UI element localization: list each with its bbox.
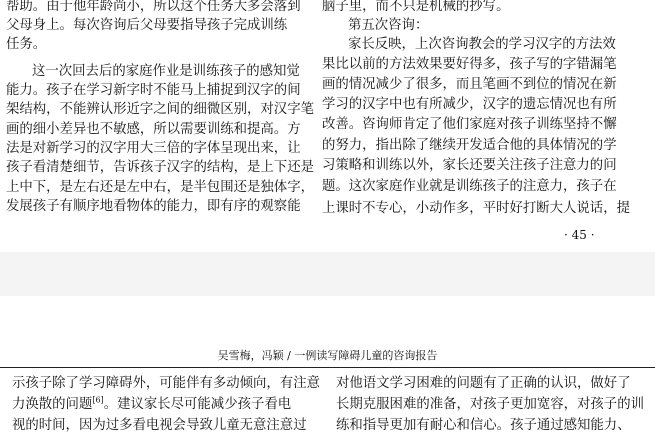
text-line: 习策略和训练以外，家长还要关注孩子注意力的问 (322, 158, 617, 173)
left-column (12, 374, 320, 441)
text-line: 上课时不专心，小动作多，平时好打断大人说话，提 (322, 201, 630, 216)
left-column (6, 0, 314, 252)
text-line: 学习的汉字中也有所减少，汉字的遗忘情况也有所 (322, 97, 617, 112)
text-line: 对他语文学习困难的问题有了正确的认识，做好了 (336, 376, 631, 391)
text-line: 改善。咨询师肯定了他们家庭对孩子训练坚持不懈 (322, 117, 617, 132)
text-line: 示孩子除了学习障碍外，可能伴有多动倾向，有注意 (12, 376, 320, 391)
page-gap (0, 252, 655, 296)
page-number: · 45 · (564, 228, 595, 242)
text-line: 帮助。由于他年龄尚小，所以这个任务大多会落到 (6, 0, 301, 14)
text-line: 任务。 (6, 37, 47, 52)
header-rule (0, 367, 655, 368)
text-line: 上中下，是左右还是左中右，是半包围还是独体字， (6, 180, 314, 195)
right-column (336, 374, 651, 441)
section-heading: 第五次咨询： (348, 18, 429, 33)
text-line: 练和指导更加有耐心和信心。孩子通过感知能力、 (336, 418, 631, 433)
text-line: 孩子看清楚细节，告诉孩子汉字的结构，是上下还是 (6, 160, 314, 175)
text-line: 法是对新学习的汉字用大三倍的字体呈现出来，让 (6, 141, 301, 156)
text-line: 架结构，不能辨认形近字之间的细微区别，对汉字笔 (6, 102, 314, 117)
text-line: 父母身上。每次咨询后父母要指导孩子完成训练 (6, 18, 288, 33)
text-segment: 。建议家长尽可能减少孩子看电 (103, 397, 292, 412)
text-line: 题。这次家庭作业就是训练孩子的注意力，孩子在 (322, 179, 617, 194)
right-column (322, 0, 632, 252)
text-line: 家长反映，上次咨询教会的学习汉字的方法效 (348, 37, 616, 52)
running-header: 吴雪梅，冯颖 / 一例读写障碍儿童的咨询报告 (217, 349, 438, 362)
text-line: 长期克服困难的准备，对孩子更加宽容，对孩子的训 (336, 397, 644, 412)
text-line: 发展孩子有顺序地看物体的能力，即有序的观察能 (6, 199, 301, 214)
text-segment: 力涣散的问题 (12, 397, 93, 412)
text-line: 的努力，指出除了继续开发适合他的具体情况的学 (322, 138, 617, 153)
citation-marker: [6] (92, 395, 104, 405)
text-line: 果比以前的方法效果要好得多，孩子写的字错漏笔 (322, 57, 617, 72)
text-line (12, 395, 291, 414)
text-line: 这一次回去后的家庭作业是训练孩子的感知觉 (32, 64, 300, 79)
text-line: 脑子里，而不只是机械的抄写。 (322, 0, 510, 14)
page-46 (0, 296, 655, 441)
text-line: 画的细小差异也不敏感，所以需要训练和提高。方 (6, 122, 301, 137)
text-line: 视的时间，因为过多看电视会导致儿童无意注意过 (12, 418, 307, 433)
text-line: 能力。孩子在学习新字时不能马上捕捉到汉字的间 (6, 83, 301, 98)
text-line: 画的情况减少了很多，而且笔画不到位的情况在新 (322, 77, 617, 92)
